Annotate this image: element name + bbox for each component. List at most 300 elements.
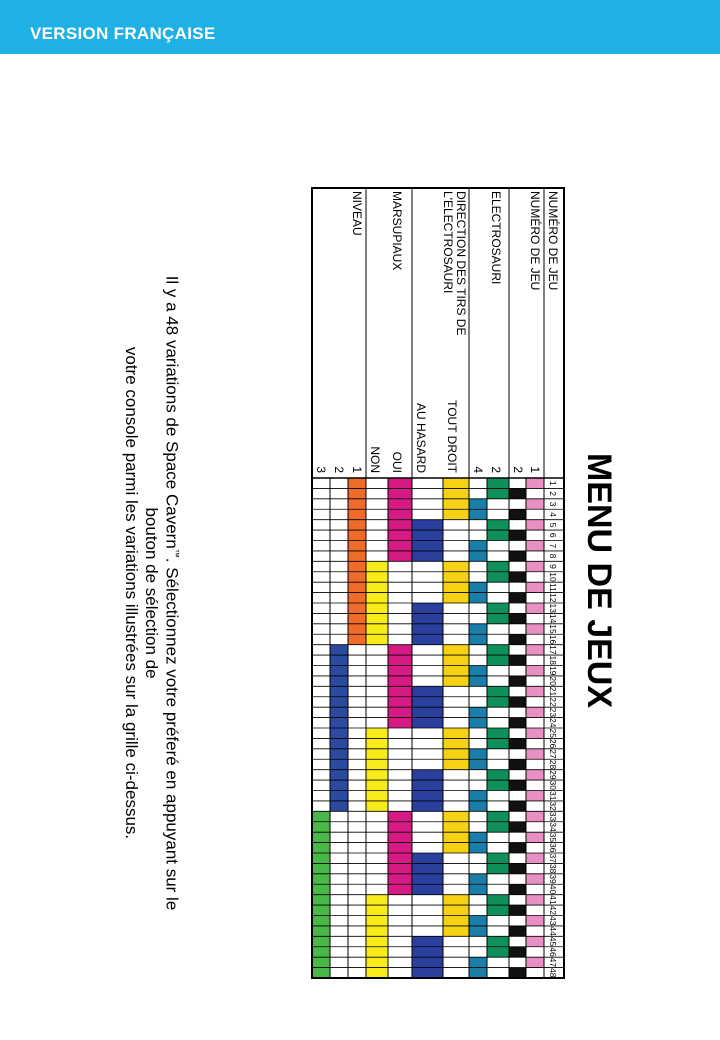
row-label: MARSUPIAUX [389,190,404,270]
row-label: NUMÉRO DE JEU [527,190,542,290]
row-label: DIRECTION DES TIRS DE [453,190,468,335]
cell-fill [509,488,526,498]
cell-fill [487,728,509,738]
cell-fill [312,873,330,883]
cell-fill [366,790,388,800]
game-number-label: 26 [547,738,558,748]
cell-fill [526,790,544,800]
cell-fill [366,592,388,602]
cell-fill [348,634,366,644]
game-number-label: 12 [547,592,558,603]
cell-fill [366,728,388,738]
cell-fill [487,894,509,904]
cell-fill [443,655,469,665]
cell-fill [330,759,348,769]
game-number-label: 48 [547,967,558,978]
cell-fill [366,759,388,769]
cell-fill [412,540,443,550]
menu-title: MENU DE JEUX [579,452,618,708]
game-number-label: 15 [547,623,558,634]
cell-fill [366,738,388,748]
cell-fill [348,498,366,508]
cell-fill [509,946,526,956]
game-number-label: 35 [547,832,558,842]
cell-fill [388,665,412,675]
cell-fill [469,967,487,977]
game-number-label: 14 [547,613,558,623]
cell-fill [412,550,443,560]
cell-fill [469,759,487,769]
game-number-label: 47 [547,957,558,967]
cell-fill [526,540,544,550]
cell-fill [348,571,366,581]
cell-fill [469,498,487,508]
cell-fill [312,905,330,915]
cell-fill [412,967,443,977]
cell-fill [443,738,469,748]
cell-fill [388,498,412,508]
cell-fill [469,717,487,727]
cell-fill [412,800,443,810]
game-number-label: 21 [547,686,558,696]
cell-fill [312,853,330,863]
option-label: 2 [331,465,346,473]
cell-fill [312,832,330,842]
game-menu-page [97,133,624,1028]
cell-fill [412,853,443,863]
cell-fill [412,957,443,967]
game-number-label: 39 [547,873,558,884]
game-number-label: 20 [547,675,558,686]
cell-fill [509,863,526,873]
cell-fill [487,644,509,654]
cell-fill [348,623,366,633]
cell-fill [412,686,443,696]
cell-fill [312,842,330,852]
game-number-label: 37 [547,852,558,863]
cell-fill [366,946,388,956]
cell-fill [366,894,388,904]
cell-fill [469,707,487,717]
caption-text-1: Il y a 48 variations de Space Cavern [161,275,181,549]
game-number-label: 19 [547,665,558,675]
game-number-label: 30 [547,780,558,790]
cell-fill [487,853,509,863]
cell-fill [330,780,348,790]
cell-fill [388,686,412,696]
cell-fill [487,613,509,623]
game-number-label: 46 [547,946,558,957]
cell-fill [312,821,330,831]
cell-fill [366,571,388,581]
cell-fill [388,509,412,519]
cell-fill [412,884,443,894]
cell-fill [487,936,509,946]
option-label: 2 [510,465,525,473]
game-number-label: 25 [547,727,558,738]
cell-fill [366,634,388,644]
cell-fill [388,853,412,863]
cell-fill [366,800,388,810]
cell-fill [509,530,526,540]
cell-fill [487,738,509,748]
option-label: 2 [488,465,503,473]
cell-fill [312,925,330,935]
cell-fill [348,519,366,529]
option-label: NON [367,445,382,473]
cell-fill [366,905,388,915]
cell-fill [412,519,443,529]
game-number-label: 43 [547,915,558,925]
cell-fill [509,634,526,644]
cell-fill [443,665,469,675]
cell-fill [469,509,487,519]
game-number-label: 9 [547,563,558,569]
cell-fill [526,936,544,946]
game-number-label: 5 [547,522,558,527]
game-number-label: 17 [547,644,558,655]
cell-fill [487,863,509,873]
version-label: VERSION FRANÇAISE [30,24,216,43]
cell-fill [388,884,412,894]
cell-fill [487,571,509,581]
cell-fill [388,707,412,717]
game-number-label: 45 [547,936,558,946]
game-number-label: 27 [547,748,558,759]
cell-fill [443,675,469,685]
cell-fill [469,665,487,675]
cell-fill [509,675,526,685]
cell-fill [487,561,509,571]
cell-fill [412,623,443,633]
cell-fill [388,644,412,654]
cell-fill [443,821,469,831]
cell-fill [487,655,509,665]
caption-text-3: votre console parmi les variations illustrées sur la grille ci-dessus. [121,346,141,839]
cell-fill [366,780,388,790]
cell-fill [388,863,412,873]
row-sublabel: L'ELECTROSAURI [440,190,455,293]
cell-fill [312,957,330,967]
cell-fill [526,498,544,508]
cell-fill [526,561,544,571]
cell-fill [330,790,348,800]
cell-fill [526,644,544,654]
cell-fill [469,925,487,935]
game-number-label: 38 [547,863,558,873]
cell-fill [487,769,509,779]
cell-fill [443,592,469,602]
cell-fill [388,717,412,727]
cell-fill [443,728,469,738]
game-number-label: 18 [547,655,558,665]
option-label: 1 [527,465,542,473]
cell-fill [443,759,469,769]
cell-fill [312,894,330,904]
cell-fill [443,509,469,519]
row-label: NIVEAU [349,190,364,236]
cell-fill [487,488,509,498]
option-label: 4 [470,465,485,473]
game-number-label: 3 [547,501,558,506]
game-number-label: 28 [547,759,558,769]
cell-fill [469,800,487,810]
cell-fill [388,478,412,488]
cell-fill [330,686,348,696]
cell-fill [509,821,526,831]
cell-fill [526,853,544,863]
cell-fill [388,873,412,883]
cell-fill [487,946,509,956]
cell-fill [443,925,469,935]
cell-fill [526,686,544,696]
cell-fill [388,655,412,665]
game-number-label: 1 [547,480,558,486]
cell-fill [412,946,443,956]
cell-fill [526,582,544,592]
cell-fill [509,550,526,560]
cell-fill [469,582,487,592]
cell-fill [509,571,526,581]
game-number-label: 34 [547,821,558,832]
cell-fill [526,603,544,613]
cell-fill [509,884,526,894]
cell-fill [366,603,388,613]
game-number-label: 6 [547,532,558,538]
cell-fill [330,644,348,654]
game-number-label: 36 [547,842,558,853]
cell-fill [412,863,443,873]
cell-fill [366,613,388,623]
cell-fill [330,738,348,748]
cell-fill [330,655,348,665]
cell-fill [509,780,526,790]
cell-fill [348,582,366,592]
cell-fill [312,863,330,873]
cell-fill [469,915,487,925]
game-number-label: 24 [547,717,558,728]
cell-fill [509,738,526,748]
cell-fill [366,915,388,925]
cell-fill [509,905,526,915]
cell-fill [469,550,487,560]
cell-fill [509,967,526,977]
cell-fill [412,707,443,717]
cell-fill [348,540,366,550]
cell-fill [443,748,469,758]
game-number-label: 8 [547,553,558,558]
game-number-label: 29 [547,769,558,780]
cell-fill [509,592,526,602]
cell-fill [366,748,388,758]
cell-fill [388,530,412,540]
cell-fill [330,728,348,738]
cell-fill [388,488,412,498]
cell-fill [487,905,509,915]
cell-fill [443,894,469,904]
cell-fill [526,873,544,883]
cell-fill [330,717,348,727]
game-number-label: 40 [547,884,558,894]
cell-fill [487,696,509,706]
cell-fill [348,509,366,519]
cell-fill [487,811,509,821]
cell-fill [348,488,366,498]
cell-fill [469,842,487,852]
game-number-label: 41 [547,894,558,905]
game-number-label: 44 [547,925,558,936]
cell-fill [469,623,487,633]
game-number-label: 11 [547,582,558,592]
cell-fill [469,748,487,758]
cell-fill [526,478,544,488]
cell-fill [312,936,330,946]
cell-fill [526,623,544,633]
cell-fill [348,592,366,602]
cell-fill [330,800,348,810]
row-header-label: NUMÉRO DE JEU [545,190,560,290]
cell-fill [487,519,509,529]
cell-fill [526,894,544,904]
caption-text-2: . Sélectionnez votre préferé en appuyant sur le bouton de sélection de [141,506,181,910]
cell-fill [412,769,443,779]
cell-fill [526,728,544,738]
cell-fill [312,946,330,956]
game-number-label: 22 [547,696,558,707]
cell-fill [487,821,509,831]
game-number-label: 7 [547,542,558,548]
cell-fill [443,832,469,842]
row-label: ELECTROSAURI [488,190,503,284]
cell-fill [388,811,412,821]
cell-fill [469,675,487,685]
cell-fill [348,550,366,560]
cell-fill [469,832,487,842]
game-number-label: 33 [547,811,558,821]
cell-fill [469,873,487,883]
cell-fill [509,759,526,769]
cell-fill [366,967,388,977]
cell-fill [330,707,348,717]
cell-fill [366,582,388,592]
cell-fill [330,665,348,675]
cell-fill [443,915,469,925]
cell-fill [366,561,388,571]
cell-fill [366,623,388,633]
cell-fill [412,634,443,644]
cell-fill [443,582,469,592]
game-number-label: 4 [547,511,558,517]
cell-fill [509,696,526,706]
cell-fill [487,478,509,488]
trademark-symbol: ™ [170,548,181,558]
cell-fill [330,675,348,685]
game-number-label: 42 [547,905,558,915]
game-number-label: 2 [547,490,558,496]
cell-fill [526,748,544,758]
cell-fill [443,478,469,488]
cell-fill [443,811,469,821]
game-number-label: 31 [547,790,558,800]
game-number-label: 10 [547,571,558,582]
cell-fill [487,530,509,540]
cell-fill [469,592,487,602]
cell-fill [312,967,330,977]
option-label: AU HASARD [413,402,428,473]
cell-fill [469,957,487,967]
cell-fill [412,790,443,800]
cell-fill [443,842,469,852]
cell-fill [509,842,526,852]
cell-fill [443,498,469,508]
cell-fill [526,957,544,967]
cell-fill [348,530,366,540]
cell-fill [487,686,509,696]
cell-fill [509,717,526,727]
cell-fill [526,769,544,779]
cell-fill [348,478,366,488]
cell-fill [526,707,544,717]
cell-fill [388,519,412,529]
game-number-label: 13 [547,602,558,613]
cell-fill [388,832,412,842]
cell-fill [487,603,509,613]
option-label: 1 [349,465,364,473]
cell-fill [443,571,469,581]
cell-fill [312,915,330,925]
cell-fill [412,613,443,623]
cell-fill [526,811,544,821]
cell-fill [412,780,443,790]
cell-fill [509,800,526,810]
cell-fill [348,561,366,571]
cell-fill [443,644,469,654]
cell-fill [487,780,509,790]
cell-fill [526,915,544,925]
cell-fill [469,634,487,644]
option-label: TOUT DROIT [444,399,459,473]
cell-fill [366,769,388,779]
cell-fill [469,884,487,894]
cell-fill [388,675,412,685]
cell-fill [412,936,443,946]
cell-fill [443,905,469,915]
cell-fill [312,884,330,894]
cell-fill [526,519,544,529]
cell-fill [348,603,366,613]
cell-fill [526,665,544,675]
cell-fill [509,655,526,665]
cell-fill [469,540,487,550]
cell-fill [412,530,443,540]
cell-fill [388,821,412,831]
cell-fill [330,769,348,779]
option-label: OUI [389,451,404,473]
cell-fill [509,613,526,623]
game-number-label: 32 [547,800,558,811]
cell-fill [388,550,412,560]
game-number-label: 16 [547,634,558,644]
cell-fill [469,790,487,800]
cell-fill [526,832,544,842]
cell-fill [366,936,388,946]
header-bar [0,0,720,54]
cell-fill [348,613,366,623]
cell-fill [366,957,388,967]
cell-fill [509,925,526,935]
cell-fill [412,603,443,613]
cell-fill [388,842,412,852]
